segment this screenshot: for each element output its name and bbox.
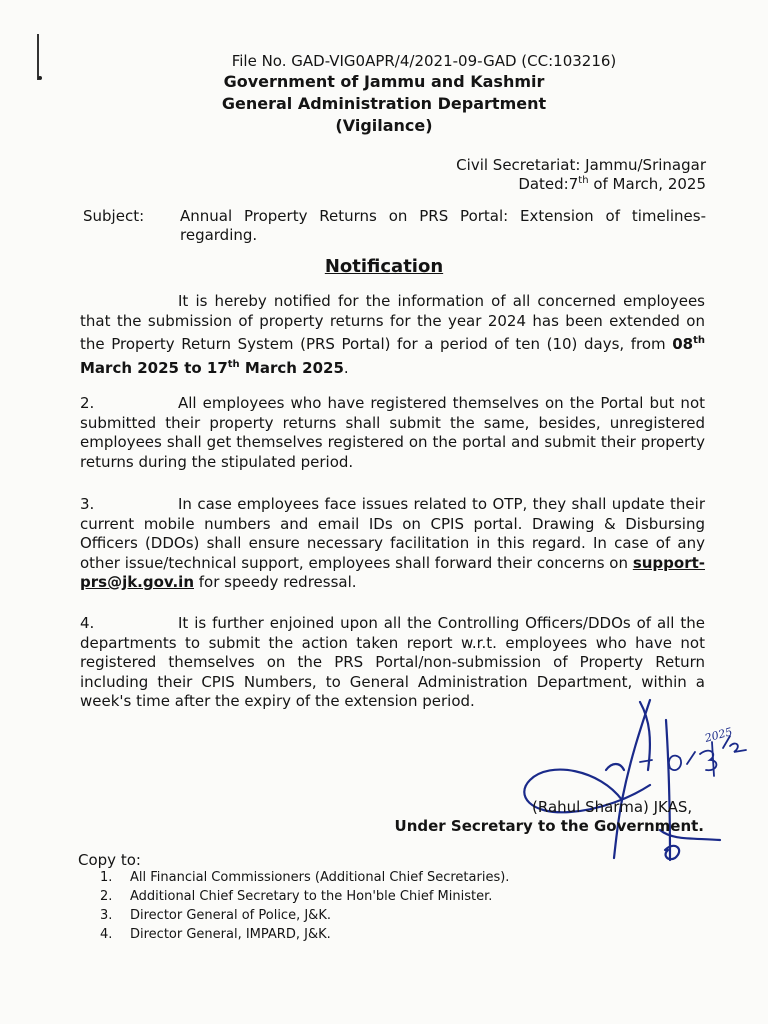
date-line: Dated:7th of March, 2025 bbox=[518, 175, 706, 193]
government-heading: Government of Jammu and Kashmir bbox=[223, 72, 545, 91]
list-item: 3. Director General of Police, J&K. bbox=[100, 908, 331, 923]
handwritten-signature bbox=[490, 690, 760, 870]
signatory-name: (Rahul Sharma) JKAS, bbox=[532, 798, 693, 816]
paragraph-1: It is hereby notified for the information of all concerned employees that the submission of property returns for the year 2024 has been extended on the Property Return System (PRS Portal) for a period of ten (10) days, from 08th March 2025 to 17th March 2025. bbox=[80, 292, 705, 377]
list-item: 4. Director General, IMPARD, J&K. bbox=[100, 927, 331, 942]
copy-to-label: Copy to: bbox=[78, 851, 141, 869]
department-heading: General Administration Department bbox=[221, 94, 547, 113]
copy-to-list bbox=[100, 868, 509, 944]
paragraph-4: 4. It is further enjoined upon all the Controlling Officers/DDOs of all the departments to submit the action taken report w.r.t. employees who have not registered themselves on the PRS Portal/non-submission of Property Return including their CPIS Numbers, to General Administration Department, within a week's time after the expiry of the extension period. bbox=[80, 614, 705, 710]
notification-title: Notification bbox=[324, 256, 444, 277]
file-number: File No. GAD-VIG0APR/4/2021-09-GAD (CC:103216) bbox=[231, 52, 617, 70]
subject-text: Annual Property Returns on PRS Portal: Extension of timelines-regarding. bbox=[180, 207, 706, 244]
paragraph-2: 2. All employees who have registered themselves on the Portal but not submitted their property returns shall submit the same, besides, unregistered employees shall get themselves registered on the portal and submit their property returns during the stipulated period. bbox=[80, 394, 705, 471]
list-item: 1. All Financial Commissioners (Additional Chief Secretaries). bbox=[100, 870, 510, 885]
paragraph-3: 3. In case employees face issues related to OTP, they shall update their current mobile numbers and email IDs on CPIS portal. Drawing & Disbursing Officers (DDOs) shall ensure necessary facilitation in this regard. In case of any other issue/technical support, employees shall forward their concerns on support-prs@jk.gov.in for speedy redressal. bbox=[80, 495, 705, 591]
place-line: Civil Secretariat: Jammu/Srinagar bbox=[456, 156, 706, 174]
signatory-title: Under Secretary to the Government. bbox=[394, 817, 704, 835]
wing-heading: (Vigilance) bbox=[335, 116, 433, 135]
subject-label: Subject: bbox=[83, 207, 145, 225]
list-item: 2. Additional Chief Secretary to the Hon'ble Chief Minister. bbox=[100, 889, 493, 904]
signature-date: 2025 bbox=[703, 725, 734, 745]
support-email-link[interactable]: support-prs@jk.gov.in bbox=[80, 553, 705, 591]
